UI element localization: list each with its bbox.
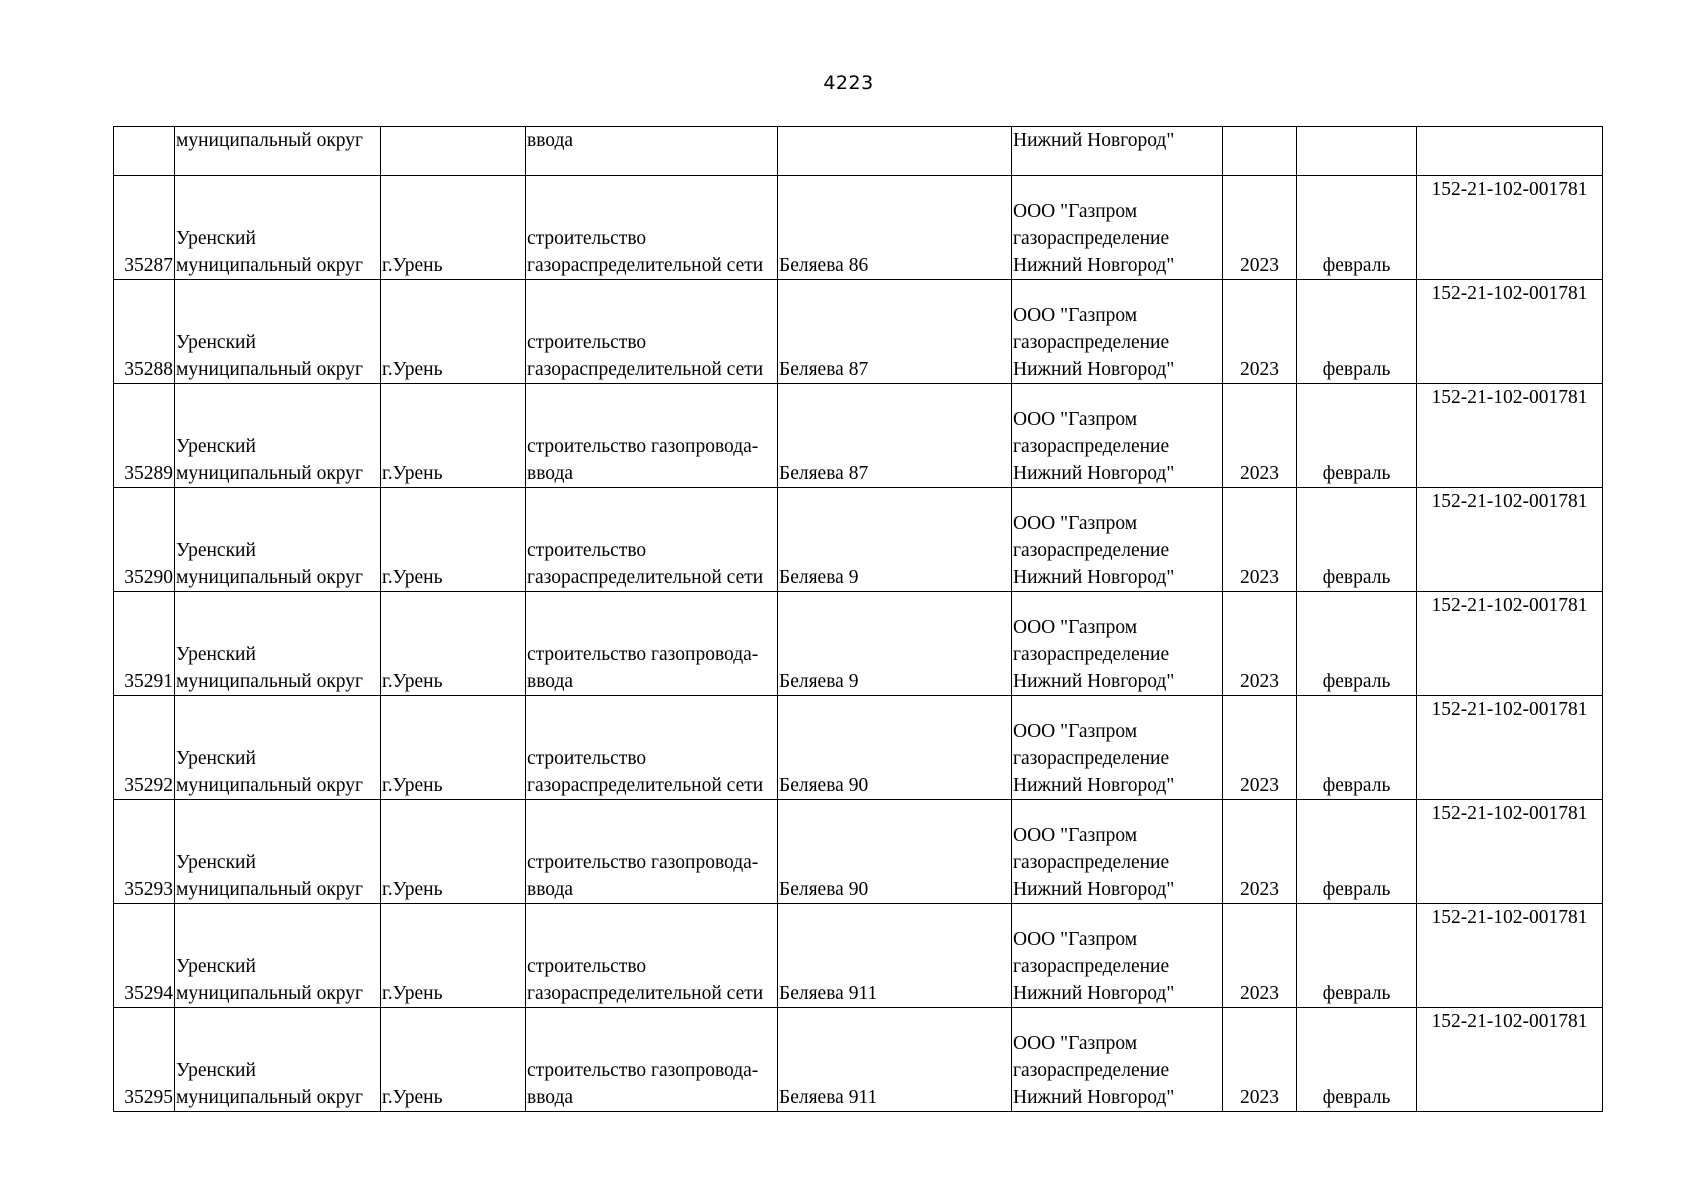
cell-year: 2023 bbox=[1223, 176, 1297, 280]
cell-organization-line: Нижний Новгород" bbox=[1013, 671, 1175, 692]
cell-address: Беляева 9 bbox=[778, 592, 1012, 696]
cell-organization-line: ООО "Газпром bbox=[1013, 825, 1138, 846]
page-number: 4223 bbox=[823, 72, 874, 94]
cell-organization-line: Нижний Новгород" bbox=[1013, 255, 1175, 276]
cell-organization-line: ООО "Газпром bbox=[1013, 1033, 1138, 1054]
cell-address: Беляева 86 bbox=[778, 176, 1012, 280]
cell-organization bbox=[1012, 176, 1223, 280]
cell-work-type bbox=[526, 800, 778, 904]
cell-organization-line: ООО "Газпром bbox=[1013, 513, 1138, 534]
cell-municipality bbox=[175, 488, 381, 592]
cell-code: 152-21-102-001781 bbox=[1417, 176, 1603, 280]
cell-work-type: ввода bbox=[526, 127, 778, 176]
cell-code: 152-21-102-001781 bbox=[1417, 488, 1603, 592]
cell-code: 152-21-102-001781 bbox=[1417, 1008, 1603, 1112]
cell-month: февраль bbox=[1297, 176, 1417, 280]
cell-municipality-line: муниципальный округ bbox=[176, 1087, 364, 1108]
cell-month: февраль bbox=[1297, 592, 1417, 696]
cell-municipality bbox=[175, 280, 381, 384]
cell-municipality-line: муниципальный округ bbox=[176, 567, 364, 588]
registry-table bbox=[113, 126, 1603, 1112]
cell-organization-line: Нижний Новгород" bbox=[1013, 983, 1175, 1004]
cell-year: 2023 bbox=[1223, 1008, 1297, 1112]
cell-organization bbox=[1012, 384, 1223, 488]
cell-year: 2023 bbox=[1223, 384, 1297, 488]
cell-organization-line: газораспределение bbox=[1013, 436, 1170, 457]
cell-number: 35291 bbox=[114, 592, 175, 696]
cell-month: февраль bbox=[1297, 904, 1417, 1008]
cell-organization-line: Нижний Новгород" bbox=[1013, 1087, 1175, 1108]
cell-organization-line: ООО "Газпром bbox=[1013, 305, 1138, 326]
cell-organization bbox=[1012, 904, 1223, 1008]
cell-organization: Нижний Новгород" bbox=[1012, 127, 1223, 176]
cell-municipality bbox=[175, 1008, 381, 1112]
cell-number: 35295 bbox=[114, 1008, 175, 1112]
cell-organization bbox=[1012, 280, 1223, 384]
cell-work-type bbox=[526, 384, 778, 488]
cell-organization-line: ООО "Газпром bbox=[1013, 617, 1138, 638]
cell-municipality bbox=[175, 800, 381, 904]
cell-city: г.Урень bbox=[381, 488, 526, 592]
cell-work-type-line: строительство bbox=[527, 332, 647, 353]
cell-organization bbox=[1012, 800, 1223, 904]
table-row bbox=[114, 904, 1603, 1008]
cell-municipality-line: Уренский bbox=[176, 748, 256, 769]
cell-work-type-line: строительство газопровода- bbox=[527, 852, 759, 873]
cell-address: Беляева 87 bbox=[778, 280, 1012, 384]
cell-organization bbox=[1012, 696, 1223, 800]
cell-code: 152-21-102-001781 bbox=[1417, 280, 1603, 384]
cell-work-type-line: ввода bbox=[527, 1087, 574, 1108]
cell-municipality-line: Уренский bbox=[176, 436, 256, 457]
cell-year: 2023 bbox=[1223, 696, 1297, 800]
cell-organization-line: ООО "Газпром bbox=[1013, 721, 1138, 742]
cell-code: 152-21-102-001781 bbox=[1417, 904, 1603, 1008]
cell-work-type-line: газораспределительной сети bbox=[527, 775, 764, 796]
cell-month bbox=[1297, 127, 1417, 176]
cell-organization-line: газораспределение bbox=[1013, 332, 1170, 353]
cell-municipality: муниципальный округ bbox=[175, 127, 381, 176]
cell-work-type-line: ввода bbox=[527, 879, 574, 900]
cell-address: Беляева 87 bbox=[778, 384, 1012, 488]
table-row bbox=[114, 800, 1603, 904]
cell-organization-line: газораспределение bbox=[1013, 748, 1170, 769]
cell-organization-line: газораспределение bbox=[1013, 852, 1170, 873]
cell-organization-line: Нижний Новгород" bbox=[1013, 567, 1175, 588]
cell-year: 2023 bbox=[1223, 592, 1297, 696]
cell-work-type-line: строительство bbox=[527, 748, 647, 769]
cell-number: 35292 bbox=[114, 696, 175, 800]
cell-work-type bbox=[526, 280, 778, 384]
cell-municipality-line: Уренский bbox=[176, 228, 256, 249]
cell-municipality-line: Уренский bbox=[176, 332, 256, 353]
cell-municipality bbox=[175, 384, 381, 488]
cell-year: 2023 bbox=[1223, 280, 1297, 384]
cell-municipality-line: муниципальный округ bbox=[176, 255, 364, 276]
cell-organization-line: Нижний Новгород" bbox=[1013, 879, 1175, 900]
cell-code: 152-21-102-001781 bbox=[1417, 800, 1603, 904]
cell-municipality-line: Уренский bbox=[176, 1060, 256, 1081]
cell-organization-line: ООО "Газпром bbox=[1013, 929, 1138, 950]
cell-city: г.Урень bbox=[381, 176, 526, 280]
cell-address bbox=[778, 127, 1012, 176]
table-row bbox=[114, 384, 1603, 488]
table-row bbox=[114, 1008, 1603, 1112]
cell-municipality-line: муниципальный округ bbox=[176, 879, 364, 900]
table-row bbox=[114, 280, 1603, 384]
cell-work-type-line: ввода bbox=[527, 671, 574, 692]
cell-municipality-line: Уренский bbox=[176, 852, 256, 873]
cell-address: Беляева 90 bbox=[778, 696, 1012, 800]
cell-organization bbox=[1012, 488, 1223, 592]
cell-municipality-line: Уренский bbox=[176, 644, 256, 665]
table-row bbox=[114, 176, 1603, 280]
cell-work-type-line: строительство газопровода- bbox=[527, 644, 759, 665]
cell-number: 35294 bbox=[114, 904, 175, 1008]
cell-municipality bbox=[175, 592, 381, 696]
cell-address: Беляева 9 bbox=[778, 488, 1012, 592]
cell-address: Беляева 911 bbox=[778, 904, 1012, 1008]
cell-municipality-line: муниципальный округ bbox=[176, 671, 364, 692]
cell-number bbox=[114, 127, 175, 176]
cell-address: Беляева 90 bbox=[778, 800, 1012, 904]
cell-organization-line: Нижний Новгород" bbox=[1013, 775, 1175, 796]
cell-month: февраль bbox=[1297, 696, 1417, 800]
cell-organization-line: газораспределение bbox=[1013, 956, 1170, 977]
cell-municipality-line: муниципальный округ bbox=[176, 983, 364, 1004]
cell-organization-line: газораспределение bbox=[1013, 1060, 1170, 1081]
cell-year: 2023 bbox=[1223, 904, 1297, 1008]
cell-address: Беляева 911 bbox=[778, 1008, 1012, 1112]
cell-municipality bbox=[175, 176, 381, 280]
cell-work-type-line: строительство bbox=[527, 228, 647, 249]
cell-year: 2023 bbox=[1223, 800, 1297, 904]
cell-organization-line: Нижний Новгород" bbox=[1013, 359, 1175, 380]
cell-work-type-line: газораспределительной сети bbox=[527, 255, 764, 276]
cell-city: г.Урень bbox=[381, 280, 526, 384]
cell-city: г.Урень bbox=[381, 1008, 526, 1112]
cell-organization-line: газораспределение bbox=[1013, 228, 1170, 249]
cell-organization bbox=[1012, 592, 1223, 696]
cell-work-type-line: строительство bbox=[527, 956, 647, 977]
cell-work-type-line: газораспределительной сети bbox=[527, 567, 764, 588]
cell-year: 2023 bbox=[1223, 488, 1297, 592]
cell-number: 35289 bbox=[114, 384, 175, 488]
cell-work-type bbox=[526, 488, 778, 592]
cell-city: г.Урень bbox=[381, 696, 526, 800]
cell-work-type-line: газораспределительной сети bbox=[527, 359, 764, 380]
cell-city: г.Урень bbox=[381, 384, 526, 488]
table-row bbox=[114, 592, 1603, 696]
cell-organization bbox=[1012, 1008, 1223, 1112]
cell-work-type-line: строительство газопровода- bbox=[527, 436, 759, 457]
cell-code: 152-21-102-001781 bbox=[1417, 696, 1603, 800]
cell-work-type bbox=[526, 904, 778, 1008]
cell-number: 35293 bbox=[114, 800, 175, 904]
cell-organization-line: газораспределение bbox=[1013, 644, 1170, 665]
cell-municipality-line: Уренский bbox=[176, 540, 256, 561]
cell-month: февраль bbox=[1297, 280, 1417, 384]
cell-work-type bbox=[526, 1008, 778, 1112]
cell-work-type-line: ввода bbox=[527, 463, 574, 484]
cell-municipality-line: муниципальный округ bbox=[176, 463, 364, 484]
cell-organization-line: газораспределение bbox=[1013, 540, 1170, 561]
cell-city bbox=[381, 127, 526, 176]
cell-year bbox=[1223, 127, 1297, 176]
cell-city: г.Урень bbox=[381, 800, 526, 904]
cell-code: 152-21-102-001781 bbox=[1417, 592, 1603, 696]
cell-municipality bbox=[175, 904, 381, 1008]
cell-month: февраль bbox=[1297, 800, 1417, 904]
table-row bbox=[114, 488, 1603, 592]
cell-number: 35287 bbox=[114, 176, 175, 280]
cell-municipality bbox=[175, 696, 381, 800]
cell-number: 35288 bbox=[114, 280, 175, 384]
cell-work-type bbox=[526, 176, 778, 280]
registry-table-body bbox=[114, 127, 1603, 1112]
cell-work-type-line: газораспределительной сети bbox=[527, 983, 764, 1004]
cell-work-type-line: строительство bbox=[527, 540, 647, 561]
cell-municipality-line: муниципальный округ bbox=[176, 775, 364, 796]
table-row-continued bbox=[114, 127, 1603, 176]
cell-month: февраль bbox=[1297, 1008, 1417, 1112]
cell-city: г.Урень bbox=[381, 904, 526, 1008]
table-row bbox=[114, 696, 1603, 800]
cell-number: 35290 bbox=[114, 488, 175, 592]
cell-month: февраль bbox=[1297, 488, 1417, 592]
cell-work-type-line: строительство газопровода- bbox=[527, 1060, 759, 1081]
cell-municipality-line: Уренский bbox=[176, 956, 256, 977]
cell-work-type bbox=[526, 696, 778, 800]
cell-organization-line: ООО "Газпром bbox=[1013, 409, 1138, 430]
cell-month: февраль bbox=[1297, 384, 1417, 488]
cell-municipality-line: муниципальный округ bbox=[176, 359, 364, 380]
cell-organization-line: ООО "Газпром bbox=[1013, 201, 1138, 222]
cell-work-type bbox=[526, 592, 778, 696]
cell-code bbox=[1417, 127, 1603, 176]
cell-city: г.Урень bbox=[381, 592, 526, 696]
cell-code: 152-21-102-001781 bbox=[1417, 384, 1603, 488]
cell-organization-line: Нижний Новгород" bbox=[1013, 463, 1175, 484]
